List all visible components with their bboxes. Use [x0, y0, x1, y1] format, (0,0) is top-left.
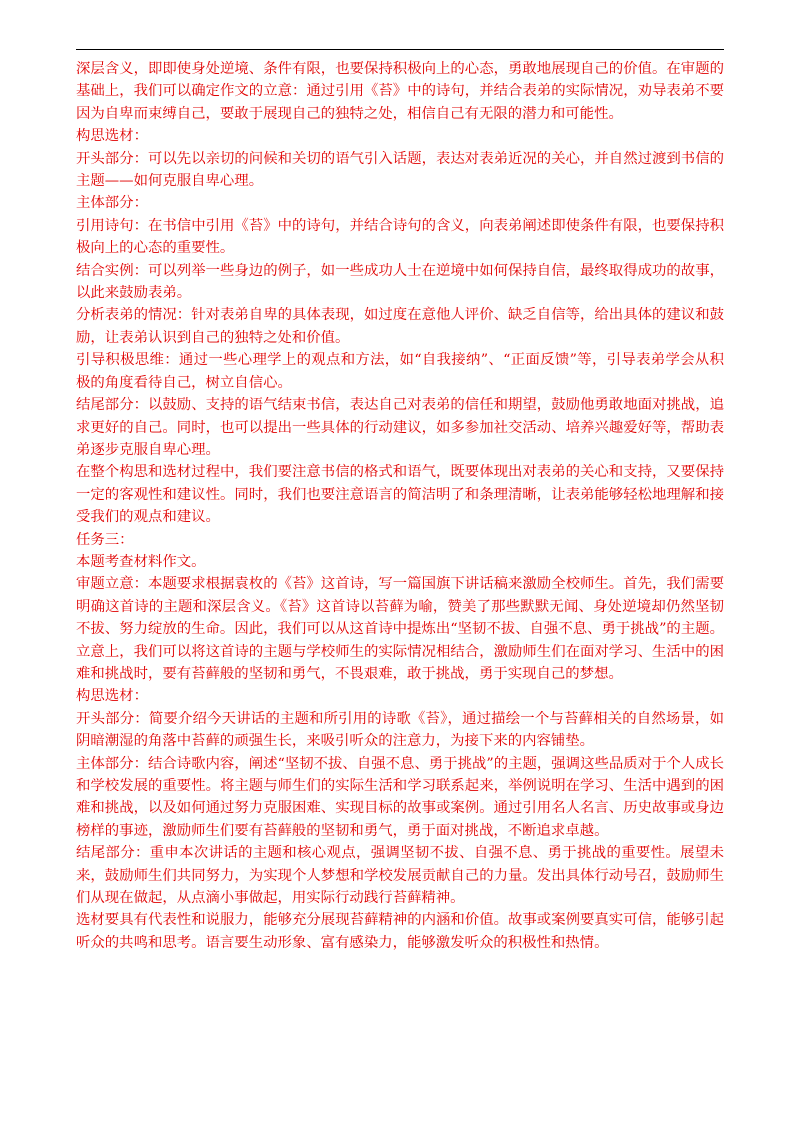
paragraph-quote-poem: 引用诗句：在书信中引用《苔》中的诗句，并结合诗句的含义，向表弟阐述即使条件有限，也要保持积极向上的心态的重要性。 [76, 217, 724, 257]
paragraph-task-three-body: 主体部分：结合诗歌内容，阐述“坚韧不拔、自强不息、勇于挑战”的主题，强调这些品质对于个人成长和学校发展的重要性。将主题与师生们的实际生活和学习联系起来，举例说明在学习、生活中遇到的困难和挑战，以及如何通过努力克服困难、实现目标的故事或案例。通过引用名人名言、历史故事或身边榜样的事迹，激励师生们要有苔藓般的坚韧和勇气，勇于面对挑战，不断追求卓越。 [76, 755, 724, 839]
paragraph-question-type: 本题考查材料作文。 [76, 553, 206, 570]
paragraph-summary: 在整个构思和选材过程中，我们要注意书信的格式和语气，既要体现出对表弟的关心和支持，又要保持一定的客观性和建议性。同时，我们也要注意语言的简洁明了和条理清晰，让表弟能够轻松地理解和接受我们的观点和建议。 [76, 464, 724, 526]
document-body [76, 58, 724, 954]
header-rule [76, 49, 724, 50]
paragraph-ending: 结尾部分：以鼓励、支持的语气结束书信，表达自己对表弟的信任和期望，鼓励他勇敢地面对挑战，追求更好的自己。同时，也可以提出一些具体的行动建议，如多参加社交活动、培养兴趣爱好等，帮助表弟逐步克服自卑心理。 [76, 397, 724, 458]
heading-main-body: 主体部分： [76, 195, 148, 212]
heading-material-selection: 构思选材： [76, 128, 148, 145]
paragraph-task-three-theme: 审题立意：本题要求根据袁枚的《苔》这首诗，写一篇国旗下讲话稿来激励全校师生。首先，我们需要明确这首诗的主题和深层含义。《苔》这首诗以苔藓为喻，赞美了那些默默无闻、身处逆境却仍然坚韧不拔、努力绽放的生命。因此，我们可以从这首诗中提炼出“坚韧不拔、自强不息、勇于挑战”的主题。立意上，我们可以将这首诗的主题与学校师生的实际情况相结合，激励师生们在面对学习、生活中的困难和挑战时，要有苔藓般的坚韧和勇气，不畏艰难，敢于挑战，勇于实现自己的梦想。 [76, 576, 724, 682]
heading-material-selection-2: 构思选材： [76, 688, 148, 705]
heading-task-three: 任务三： [76, 531, 134, 548]
paragraph-positive-thinking: 引导积极思维：通过一些心理学上的观点和方法，如“自我接纳”、“正面反馈”等，引导表弟学会从积极的角度看待自己，树立自信心。 [76, 352, 724, 391]
paragraph-theme-conclusion: 深层含义，即即使身处逆境、条件有限，也要保持积极向上的心态，勇敢地展现自己的价值。在审题的基础上，我们可以确定作文的立意：通过引用《苔》中的诗句，并结合表弟的实际情况，劝导表弟不要因为自卑而束缚自己，要敢于展现自己的独特之处，相信自己有无限的潜力和可能性。 [76, 61, 724, 122]
paragraph-examples: 结合实例：可以列举一些身边的例子，如一些成功人士在逆境中如何保持自信，最终取得成功的故事，以此来鼓励表弟。 [76, 262, 724, 302]
paragraph-task-three-materials: 选材要具有代表性和说服力，能够充分展现苔藓精神的内涵和价值。故事或案例要真实可信，能够引起听众的共鸣和思考。语言要生动形象、富有感染力，能够激发听众的积极性和热情。 [76, 912, 724, 951]
paragraph-task-three-ending: 结尾部分：重申本次讲话的主题和核心观点，强调坚韧不拔、自强不息、勇于挑战的重要性。展望未来，鼓励师生们共同努力，为实现个人梦想和学校发展贡献自己的力量。发出具体行动号召，鼓励师生们从现在做起，从点滴小事做起，用实际行动践行苔藓精神。 [76, 845, 724, 907]
paragraph-opening: 开头部分：可以先以亲切的问候和关切的语气引入话题，表达对表弟近况的关心，并自然过渡到书信的主题——如何克服自卑心理。 [76, 150, 724, 190]
paragraph-task-three-opening: 开头部分：简要介绍今天讲话的主题和所引用的诗歌《苔》，通过描绘一个与苔藓相关的自然场景，如阴暗潮湿的角落中苔藓的顽强生长，来吸引听众的注意力，为接下来的内容铺垫。 [76, 710, 724, 750]
paragraph-analysis: 分析表弟的情况：针对表弟自卑的具体表现，如过度在意他人评价、缺乏自信等，给出具体的建议和鼓励，让表弟认识到自己的独特之处和价值。 [76, 307, 724, 346]
